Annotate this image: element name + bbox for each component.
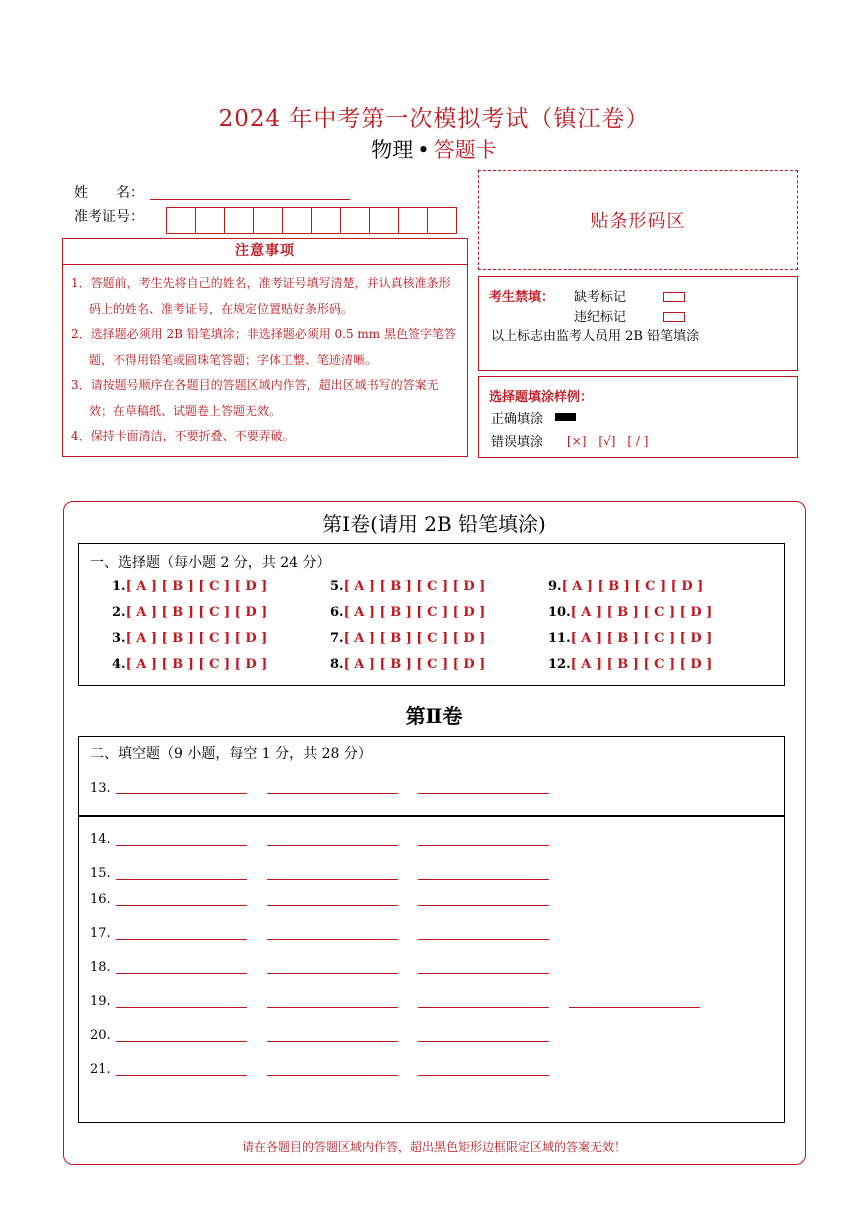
id-digit-box[interactable] <box>369 207 399 234</box>
example-title: 选择题填涂样例： <box>489 390 594 405</box>
answer-line[interactable] <box>418 845 549 846</box>
answer-line[interactable] <box>267 845 398 846</box>
fill-question-number: 16. <box>90 892 111 907</box>
answer-options[interactable]: [ A ] [ B ] [ C ] [ D ] <box>343 579 486 594</box>
fill-question-number: 18. <box>90 960 111 975</box>
question-number: 4. <box>112 657 126 672</box>
fill-example-box <box>478 376 798 458</box>
answer-line[interactable] <box>267 879 398 880</box>
answer-options[interactable]: [ A ] [ B ] [ C ] [ D ] <box>570 605 713 620</box>
question-row[interactable] <box>112 657 267 672</box>
answer-options[interactable]: [ A ] [ B ] [ C ] [ D ] <box>570 657 713 672</box>
proctor-title: 考生禁填： <box>489 290 555 305</box>
answer-line[interactable] <box>116 1075 247 1076</box>
question-number: 3. <box>112 631 126 646</box>
mcq-header: 一、选择题（每小题 2 分，共 24 分） <box>90 555 331 571</box>
id-digit-box[interactable] <box>311 207 341 234</box>
answer-line[interactable] <box>267 1041 398 1042</box>
answer-options[interactable]: [ A ] [ B ] [ C ] [ D ] <box>343 605 486 620</box>
name-field[interactable] <box>150 198 350 200</box>
answer-line[interactable] <box>267 939 398 940</box>
page-title: 2024 年中考第一次模拟考试（镇江卷） <box>218 106 650 132</box>
question-row[interactable] <box>330 631 485 646</box>
answer-line[interactable] <box>418 939 549 940</box>
fill-question-number: 17. <box>90 926 111 941</box>
answer-line[interactable] <box>116 939 247 940</box>
question-row[interactable] <box>548 579 703 594</box>
question-number: 6. <box>330 605 344 620</box>
answer-options[interactable]: [ A ] [ B ] [ C ] [ D ] <box>343 657 486 672</box>
answer-options[interactable]: [ A ] [ B ] [ C ] [ D ] <box>561 579 704 594</box>
fill-question-number: 19. <box>90 994 111 1009</box>
answer-line[interactable] <box>418 1007 549 1008</box>
answer-options[interactable]: [ A ] [ B ] [ C ] [ D ] <box>125 631 268 646</box>
answer-options[interactable]: [ A ] [ B ] [ C ] [ D ] <box>125 605 268 620</box>
wrong-fill-label: 错误填涂 <box>491 435 544 450</box>
question-row[interactable] <box>548 605 712 620</box>
fill-question-number: 15. <box>90 866 111 881</box>
mcq-box <box>78 543 785 686</box>
barcode-label: 贴条形码区 <box>590 211 686 232</box>
answer-line[interactable] <box>267 905 398 906</box>
notice-item: 1．答题前，考生先将自己的姓名，准考证号填写清楚，并认真核准条形码上的姓名、准考证号，在规定位置贴好条形码。 <box>71 276 451 316</box>
question-number: 12. <box>548 657 571 672</box>
answer-line[interactable] <box>418 1041 549 1042</box>
card-label: 答题卡 <box>433 138 497 162</box>
question-row[interactable] <box>112 579 267 594</box>
question-row[interactable] <box>548 657 712 672</box>
barcode-area <box>478 170 798 270</box>
correct-fill-label: 正确填涂 <box>491 412 544 427</box>
page-subtitle <box>0 134 868 164</box>
absent-label: 缺考标记 <box>574 290 627 305</box>
name-label: 姓 名： <box>74 185 144 201</box>
fill-question-number: 20. <box>90 1028 111 1043</box>
violation-mark-box[interactable] <box>663 309 685 324</box>
fill-box-14-21 <box>78 816 785 1123</box>
proctor-note: 以上标志由监考人员用 2B 铅笔填涂 <box>491 329 700 344</box>
answer-options[interactable]: [ A ] [ B ] [ C ] [ D ] <box>570 631 713 646</box>
question-number: 11. <box>548 631 571 646</box>
question-number: 10. <box>548 605 571 620</box>
notice-box <box>62 238 468 457</box>
answer-line[interactable] <box>116 845 247 846</box>
question-number: 7. <box>330 631 344 646</box>
answer-options[interactable]: [ A ] [ B ] [ C ] [ D ] <box>125 579 268 594</box>
subject-label: 物理 <box>371 138 414 162</box>
wrong-fill-samples: [×] [√] [ / ] <box>567 434 649 448</box>
answer-line[interactable] <box>116 1041 247 1042</box>
id-number-boxes[interactable] <box>166 207 456 234</box>
answer-line[interactable] <box>569 1007 700 1008</box>
answer-line[interactable] <box>267 793 398 794</box>
section2-title: 第Ⅱ卷 <box>405 704 463 728</box>
id-digit-box[interactable] <box>166 207 196 234</box>
fill-header: 二、填空题（9 小题，每空 1 分，共 28 分） <box>90 746 372 762</box>
question-row[interactable] <box>330 657 485 672</box>
question-row[interactable] <box>330 579 485 594</box>
answer-options[interactable]: [ A ] [ B ] [ C ] [ D ] <box>125 657 268 672</box>
answer-line[interactable] <box>116 793 247 794</box>
violation-label: 违纪标记 <box>574 310 627 325</box>
answer-line[interactable] <box>267 973 398 974</box>
dot-separator: • <box>417 138 430 162</box>
id-digit-box[interactable] <box>195 207 225 234</box>
id-digit-box[interactable] <box>340 207 370 234</box>
id-digit-box[interactable] <box>224 207 254 234</box>
question-number: 8. <box>330 657 344 672</box>
question-row[interactable] <box>548 631 712 646</box>
id-digit-box[interactable] <box>398 207 428 234</box>
question-number: 1. <box>112 579 126 594</box>
id-label: 准考证号： <box>74 209 144 225</box>
fill-box-13 <box>78 736 785 816</box>
fill-question-number: 13. <box>90 781 111 796</box>
absent-mark-box[interactable] <box>663 289 685 304</box>
section1-title: 第Ⅰ卷(请用 2B 铅笔填涂) <box>322 512 546 536</box>
question-number: 2. <box>112 605 126 620</box>
answer-options[interactable]: [ A ] [ B ] [ C ] [ D ] <box>343 631 486 646</box>
answer-line[interactable] <box>418 905 549 906</box>
notice-item: 2．选择题必须用 2B 铅笔填涂；非选择题必须用 0.5 mm 黑色签字笔答题，不得用铅笔或圆珠笔答题；字体工整、笔迹清晰。 <box>71 327 457 367</box>
correct-fill-sample <box>555 413 576 421</box>
answer-line[interactable] <box>267 1075 398 1076</box>
notice-title: 注意事项 <box>63 239 467 265</box>
answer-line[interactable] <box>116 1007 247 1008</box>
fill-question-number: 14. <box>90 832 111 847</box>
footer-warning: 请在各题目的答题区域内作答，超出黑色矩形边框限定区域的答案无效！ <box>241 1140 626 1154</box>
fill-question-number: 21. <box>90 1062 111 1077</box>
answer-line[interactable] <box>418 1075 549 1076</box>
question-number: 5. <box>330 579 344 594</box>
answer-line[interactable] <box>267 1007 398 1008</box>
proctor-box <box>478 276 798 371</box>
question-number: 9. <box>548 579 562 594</box>
notice-item: 3．请按题号顺序在各题目的答题区域内作答，超出区域书写的答案无效；在草稿纸、试题卷上答题无效。 <box>71 378 439 418</box>
id-digit-box[interactable] <box>253 207 283 234</box>
id-digit-box[interactable] <box>282 207 312 234</box>
answer-line[interactable] <box>418 879 549 880</box>
answer-line[interactable] <box>116 973 247 974</box>
question-row[interactable] <box>112 631 267 646</box>
answer-line[interactable] <box>418 793 549 794</box>
question-row[interactable] <box>330 605 485 620</box>
answer-line[interactable] <box>418 973 549 974</box>
answer-line[interactable] <box>116 879 247 880</box>
id-digit-box[interactable] <box>427 207 457 234</box>
notice-item: 4．保持卡面清洁，不要折叠、不要弄破。 <box>71 429 295 443</box>
answer-line[interactable] <box>116 905 247 906</box>
question-row[interactable] <box>112 605 267 620</box>
